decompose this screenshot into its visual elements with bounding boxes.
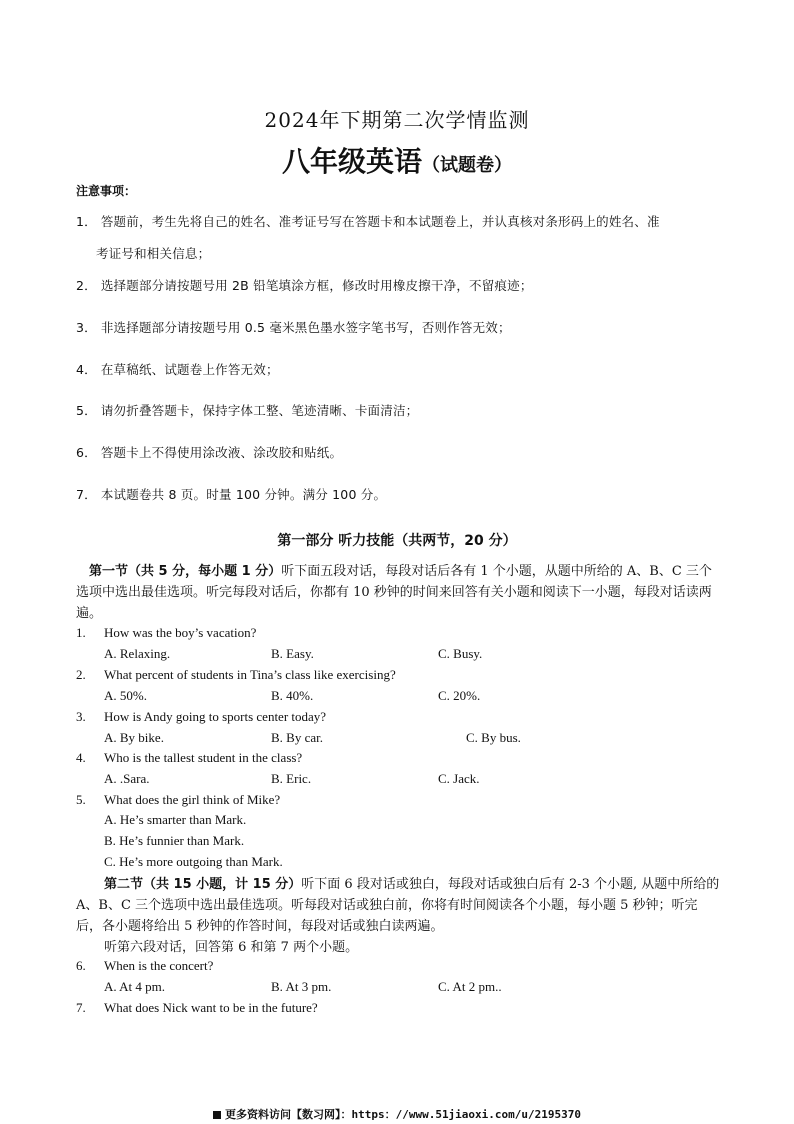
notice-item: 1． 答题前，考生先将自己的姓名、准考证号写在答题卡和本试题卷上，并认真核对条形码上的姓名、准 bbox=[76, 214, 660, 229]
question: 1. How was the boy’s vacation? bbox=[76, 625, 257, 640]
notice-item: 2． 选择题部分请按题号用 2B 铅笔填涂方框，修改时用橡皮擦干净，不留痕迹； bbox=[76, 278, 533, 293]
question: 4. Who is the tallest student in the class? bbox=[76, 750, 303, 765]
option-b[interactable]: B. 40%. bbox=[271, 688, 314, 703]
option-c[interactable]: C. Busy. bbox=[438, 646, 483, 661]
option-b[interactable]: B. By car. bbox=[271, 730, 323, 745]
part1-title: 第一部分 听力技能（共两节，20 分） bbox=[277, 533, 517, 549]
option-b[interactable]: B. He’s funnier than Mark. bbox=[104, 833, 245, 848]
question: 6. When is the concert? bbox=[76, 958, 214, 973]
option-a[interactable]: A. Relaxing. bbox=[104, 646, 171, 661]
notice-item: 4． 在草稿纸、试题卷上作答无效； bbox=[76, 362, 279, 377]
option-a[interactable]: A. At 4 pm. bbox=[104, 979, 166, 994]
notice-heading: 注意事项： bbox=[76, 184, 137, 198]
option-c[interactable]: C. By bus. bbox=[466, 730, 521, 745]
subject-note: （试题卷） bbox=[422, 155, 512, 176]
question: 3. How is Andy going to sports center today? bbox=[76, 709, 327, 724]
subject-name: 八年级英语 bbox=[281, 145, 422, 178]
option-a[interactable]: A. .Sara. bbox=[104, 771, 150, 786]
exam-title: 2024年下期第二次学情监测 bbox=[264, 108, 530, 132]
footer-link[interactable]: 更多资料访问【数习网】：https：//www.51jiaoxi.com/u/2195370 bbox=[0, 1106, 794, 1122]
option-b[interactable]: B. At 3 pm. bbox=[271, 979, 332, 994]
option-a[interactable]: A. 50%. bbox=[104, 688, 147, 703]
option-c[interactable]: C. At 2 pm.. bbox=[438, 979, 502, 994]
option-a[interactable]: A. By bike. bbox=[104, 730, 164, 745]
question: 7. What does Nick want to be in the future? bbox=[76, 1000, 318, 1015]
option-c[interactable]: C. Jack. bbox=[438, 771, 480, 786]
option-c[interactable]: C. He’s more outgoing than Mark. bbox=[104, 854, 283, 869]
question: 2. What percent of students in Tina’s class like exercising? bbox=[76, 667, 396, 682]
notice-item-continuation: 考证号和相关信息； bbox=[96, 246, 211, 261]
notice-item: 6． 答题卡上不得使用涂改液、涂改胶和贴纸。 bbox=[76, 445, 343, 460]
option-c[interactable]: C. 20%. bbox=[438, 688, 481, 703]
option-a[interactable]: A. He’s smarter than Mark. bbox=[104, 812, 247, 827]
subject-title bbox=[0, 140, 794, 180]
notice-item: 3． 非选择题部分请按题号用 0.5 毫米黑色墨水签字笔书写，否则作答无效； bbox=[76, 320, 511, 335]
section1-instructions: 第一节（共 5 分，每小题 1 分）听下面五段对话，每段对话后各有 1 个小题，从题中所给的 A、B、C 三个选项中选出最佳选项。听完每段对话后，你都有 10 秒钟的时间来回答有关小题和阅读下一小题，每段对话读两遍。 bbox=[76, 564, 712, 621]
section2-instructions: 第二节（共 15 小题，计 15 分）听下面 6 段对话或独白，每段对话或独白后有 2-3 个小题, 从题中所给的 A、B、C 三个选项中选出最佳选项。听每段对话或独白前，你将有时间阅读各个小题，每小题 5 秒钟；听完后，各小题将给出 5 秒钟的作答时间，每段对话或独白读两遍。 bbox=[76, 877, 720, 934]
question: 5. What does the girl think of Mike? bbox=[76, 792, 281, 807]
notice-item: 7． 本试题卷共 8 页。时量 100 分钟。满分 100 分。 bbox=[76, 487, 387, 502]
flag-icon bbox=[213, 1111, 221, 1119]
notice-item: 5． 请勿折叠答题卡，保持字体工整、笔迹清晰、卡面清洁； bbox=[76, 403, 419, 418]
dialog6-intro: 听第六段对话，回答第 6 和第 7 两个小题。 bbox=[104, 940, 359, 955]
option-b[interactable]: B. Eric. bbox=[271, 771, 312, 786]
option-b[interactable]: B. Easy. bbox=[271, 646, 314, 661]
